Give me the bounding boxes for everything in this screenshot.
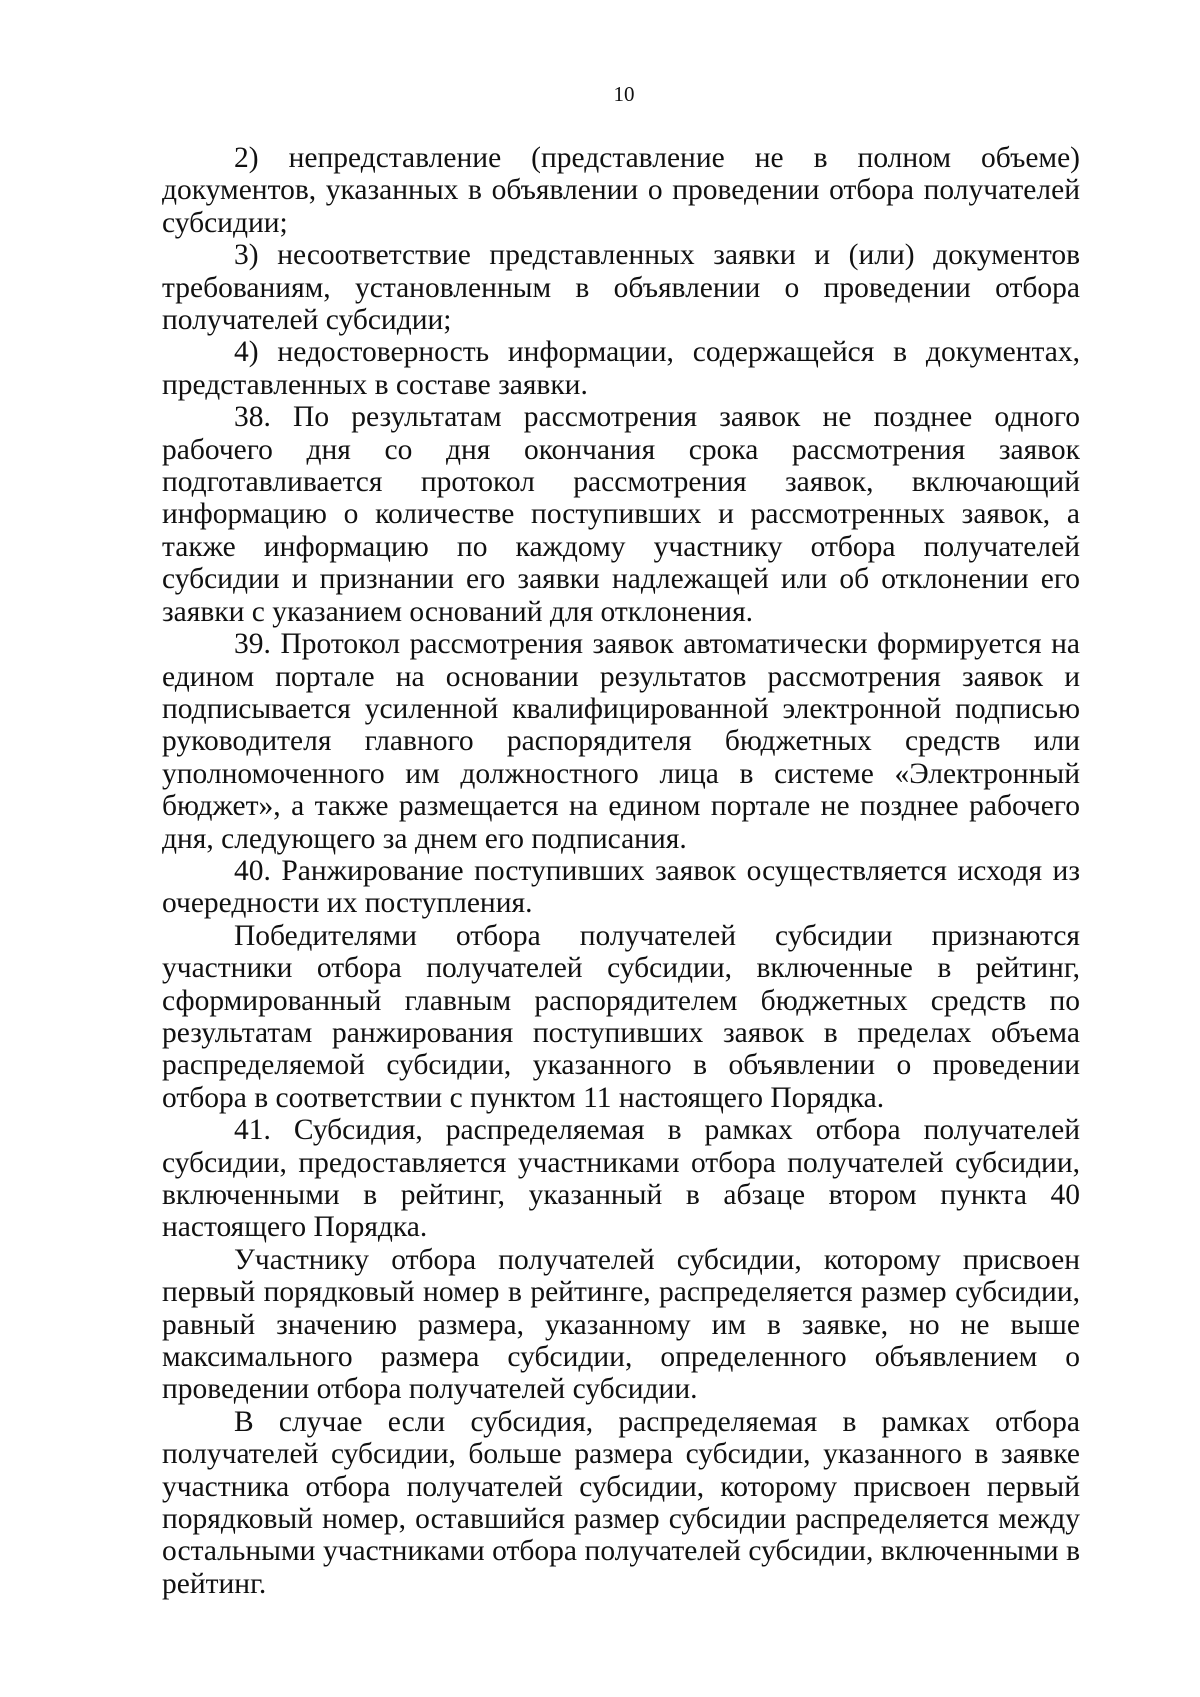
paragraph-clause-38: 38. По результатам рассмотрения заявок не позднее одного рабочего дня со дня окончания срока рассмотрения заявок подготавливается протокол рассмотрения заявок, включающий информацию о количестве поступивших и рассмотренных заявок, а также информацию по каждому участнику отбора получателей субсидии и признании его заявки надлежащей или об отклонении его заявки с указанием оснований для отклонения. <box>162 401 1080 628</box>
page-number: 10 <box>613 82 635 106</box>
paragraph-first-participant: Участнику отбора получателей субсидии, которому присвоен первый порядковый номер в рейтинге, распределяется размер субсидии, равный значению размера, указанному им в заявке, но не выше максимального размера субсидии, определенного объявлением о проведении отбора получателей субсидии. <box>162 1243 1080 1406</box>
paragraph-item-4: 4) недостоверность информации, содержащейся в документах, представленных в составе заявки. <box>162 336 1080 401</box>
paragraph-item-3: 3) несоответствие представленных заявки и (или) документов требованиям, установленным в объявлении о проведении отбора получателей субсидии; <box>162 239 1080 337</box>
paragraph-winners: Победителями отбора получателей субсидии признаются участники отбора получателей субсидии, включенные в рейтинг, сформированный главным распорядителем бюджетных средств по результатам ранжирования поступивших заявок в пределах объема распределяемой субсидии, указанного в объявлении о проведении отбора в соответствии с пунктом 11 настоящего Порядка. <box>162 919 1080 1114</box>
paragraph-remaining-subsidy: В случае если субсидия, распределяемая в рамках отбора получателей субсидии, больше размера субсидии, указанного в заявке участника отбора получателей субсидии, которому присвоен первый порядковый номер, оставшийся размер субсидии распределяется между остальными участниками отбора получателей субсидии, включенными в рейтинг. <box>162 1405 1080 1600</box>
paragraph-clause-40: 40. Ранжирование поступивших заявок осуществляется исходя из очередности их поступления. <box>162 854 1080 920</box>
document-body <box>162 142 1080 1600</box>
paragraph-clause-39: 39. Протокол рассмотрения заявок автоматически формируется на едином портале на основании результатов рассмотрения заявок и подписывается усиленной квалифицированной электронной подписью руководителя главного распорядителя бюджетных средств или уполномоченного им должностного лица в системе «Электронный бюджет», а также размещается на едином портале не позднее рабочего дня, следующего за днем его подписания. <box>162 628 1080 855</box>
paragraph-clause-41: 41. Субсидия, распределяемая в рамках отбора получателей субсидии, предоставляется участниками отбора получателей субсидии, включенными в рейтинг, указанный в абзаце втором пункта 40 настоящего Порядка. <box>162 1114 1080 1244</box>
paragraph-item-2: 2) непредставление (представление не в полном объеме) документов, указанных в объявлении о проведении отбора получателей субсидии; <box>162 142 1080 239</box>
